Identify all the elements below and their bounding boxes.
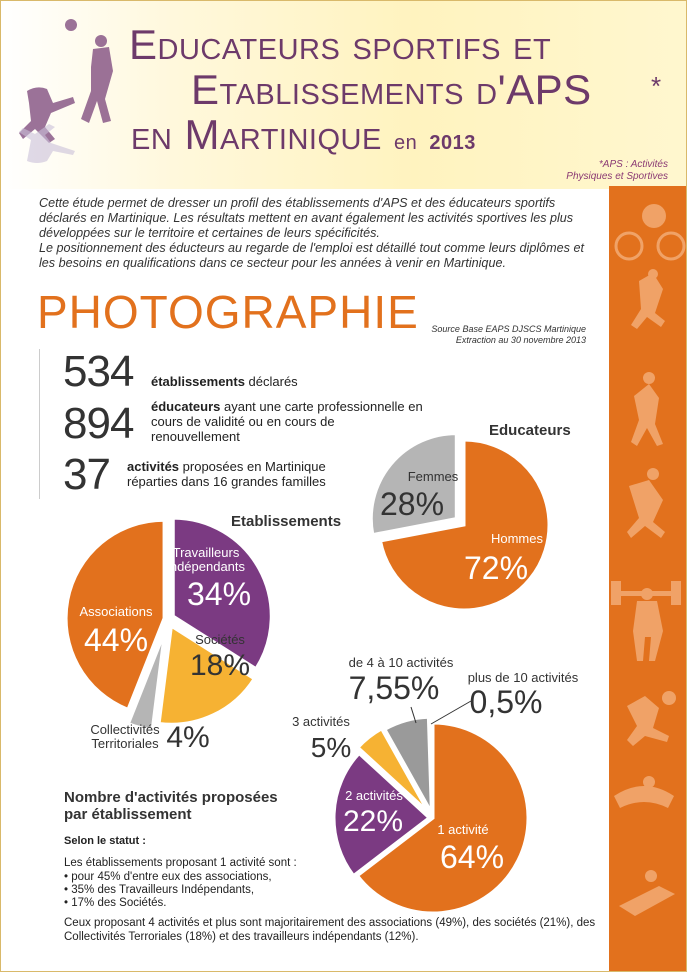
slice-value-label: 4%: [166, 721, 210, 754]
educateurs-pie: [371, 434, 549, 610]
slice-name-label: 3 activités: [292, 714, 350, 729]
slice-value-label: 72%: [463, 550, 529, 586]
statut-bullets: [64, 871, 272, 910]
activities-conclusion: Ceux proposant 4 activités et plus sont majoritairement des associations (49%), des sociétés (21%), des Collectivités Terroriales (18%) et des travailleurs indépendants (12%).: [64, 917, 596, 943]
slice-name-label: Associations: [79, 604, 153, 619]
slice-name-label: Collectivités: [90, 722, 160, 737]
title-line-1: Educateurs sportifs et: [129, 21, 552, 68]
slice-name-label: 2 activités: [345, 788, 403, 803]
sports-silhouettes: [609, 186, 686, 972]
stat-label-rest: déclarés: [244, 374, 298, 389]
slice-name-label: indépendants: [166, 559, 246, 574]
sprinter-icon: [627, 480, 665, 538]
etablissements-pie: [66, 518, 271, 754]
slice-value-label: 34%: [186, 576, 252, 612]
slice-value-label: 64%: [439, 839, 505, 875]
statut-label: Selon le statut :: [64, 835, 146, 847]
slice-name-label: Femmes: [407, 469, 459, 484]
aps-footnote-line2: Physiques et Sportives: [566, 171, 668, 182]
slice-value-label: 5%: [310, 732, 352, 763]
slice-value-label: 28%: [379, 486, 445, 522]
stat-label-bold: établissements: [151, 374, 245, 389]
data-source-line1: Source Base EAPS DJSCS Martinique: [431, 324, 586, 334]
slice-name-label: plus de 10 activités: [467, 670, 579, 685]
slice-value-label: 44%: [83, 622, 149, 658]
stat-label-bold: éducateurs: [151, 399, 221, 414]
basketball-player-icon: [627, 696, 669, 746]
slice-name-label: 1 activité: [437, 822, 489, 837]
section-title: PHOTOGRAPHIE: [37, 286, 419, 338]
runner-icon: [631, 273, 665, 329]
slice-name-label: de 4 à 10 activités: [348, 655, 454, 670]
cyclist-icon: [642, 204, 666, 228]
intro-paragraph-1: Cette étude permet de dresser un profil des établissements d'APS et des éducateurs sportifs déclarés en Martinique. Les résultats mettent en avant également les activités sportives les plus développées sur le territoire et certaines de leurs spécificités.: [39, 196, 574, 240]
title-line-2: Etablissements d'APS: [191, 66, 592, 113]
stat-label-rest: proposées en Martinique réparties dans 16 grandes familles: [127, 459, 326, 489]
surfer-icon: [619, 886, 675, 916]
equestrian-icon: [614, 786, 674, 808]
stat-label-bold: activités: [127, 459, 180, 474]
title-year: 2013: [429, 132, 476, 154]
list-item: • pour 45% d'entre eux des associations,: [64, 871, 272, 884]
slice-value-label: 7,55%: [348, 670, 440, 706]
list-item: • 35% des Travailleurs Indépendants,: [64, 884, 272, 897]
statut-intro: Les établissements proposant 1 activité sont :: [64, 857, 297, 869]
sports-sidebar-band: [609, 186, 686, 972]
slice-name-label: Hommes: [490, 531, 544, 546]
chart-title: Educateurs: [489, 422, 571, 439]
slice-value-label: 22%: [342, 805, 404, 838]
stat-number: 894: [63, 399, 134, 448]
slice-value-label: 0,5%: [469, 684, 543, 720]
chart-title: Etablissements: [231, 513, 342, 530]
activites-pie: [292, 655, 579, 913]
stat-number: 37: [63, 450, 110, 499]
slice-name-label: Sociétés: [195, 632, 245, 647]
title-year-prefix: en: [394, 132, 418, 154]
tennis-player-icon: [631, 384, 663, 446]
list-item: • 17% des Sociétés.: [64, 897, 272, 910]
slice-value-label: 18%: [189, 649, 251, 682]
activities-title: Nombre d'activités proposées par établissement: [64, 789, 278, 823]
stat-label-rest: ayant une carte professionnelle en cours de validité ou en cours de renouvellement: [151, 399, 423, 444]
slice-name-label: Territoriales: [91, 736, 159, 751]
title-region: en Martinique: [131, 111, 382, 158]
data-source-line2: Extraction au 30 novembre 2013: [455, 335, 586, 345]
stat-number: 534: [63, 347, 134, 396]
title-asterisk: *: [651, 71, 662, 101]
intro-paragraph-2: Le positionnement des éducteurs au regarde de l'emploi est détaillé tout comme leurs diplômes et les besoins en qualifications dans ce secteur pour les années à venir en Martinique.: [39, 241, 584, 270]
slice-name-label: Travailleurs: [172, 545, 240, 560]
aps-footnote-line1: *APS : Activités: [598, 159, 668, 170]
charts-layer: [1, 1, 601, 972]
